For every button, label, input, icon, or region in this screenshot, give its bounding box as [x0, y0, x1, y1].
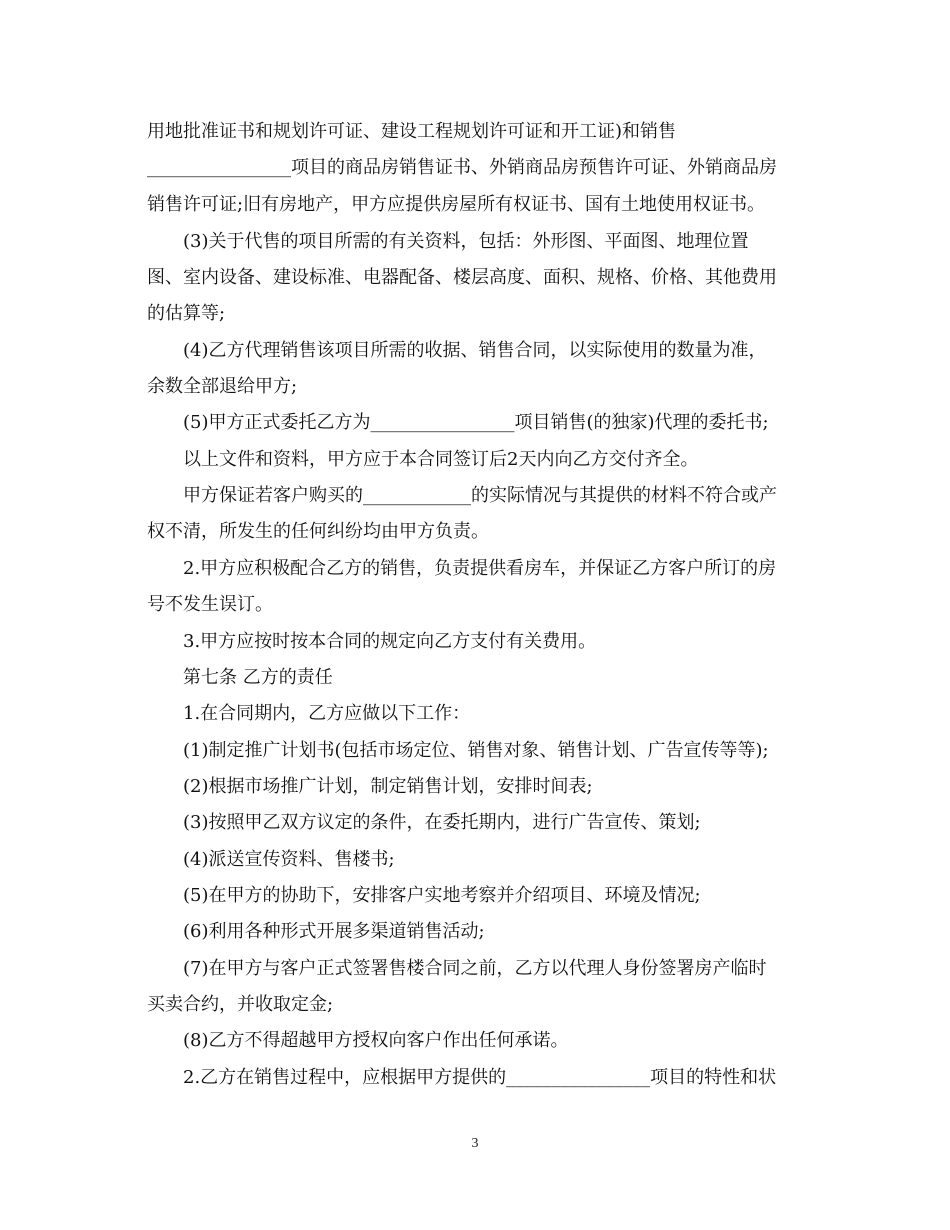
body-line: 2.乙方在销售过程中，应根据甲方提供的________________项目的特性和状	[183, 1067, 777, 1088]
body-line: 1.在合同期内，乙方应做以下工作：	[183, 703, 471, 724]
body-line: (6)利用各种形式开展多渠道销售活动;	[183, 921, 485, 942]
body-line: 号不发生误订。	[147, 594, 273, 615]
body-line: 买卖合约，并收取定金;	[147, 994, 334, 1015]
body-line: (3)按照甲乙双方议定的条件，在委托期内，进行广告宣传、策划;	[183, 812, 701, 833]
body-line: (2)根据市场推广计划，制定销售计划，安排时间表;	[183, 776, 593, 797]
body-line: 2.甲方应积极配合乙方的销售，负责提供看房车，并保证乙方客户所订的房	[183, 558, 777, 579]
body-line: (1)制定推广计划书(包括市场定位、销售对象、销售计划、广告宣传等等);	[183, 740, 769, 761]
body-line: 销售许可证;旧有房地产，甲方应提供房屋所有权证书、国有土地使用权证书。	[147, 194, 766, 215]
body-line: 用地批准证书和规划许可证、建设工程规划许可证和开工证)和销售	[147, 121, 677, 142]
body-line: (8)乙方不得超越甲方授权向客户作出任何承诺。	[183, 1030, 569, 1051]
body-line: (5)甲方正式委托乙方为________________项目销售(的独家)代理的委托书;	[183, 412, 769, 433]
body-line: (5)在甲方的协助下，安排客户实地考察并介绍项目、环境及情况;	[183, 885, 701, 906]
body-line: 甲方保证若客户购买的____________的实际情况与其提供的材料不符合或产	[183, 485, 777, 506]
body-line: 图、室内设备、建设标准、电器配备、楼层高度、面积、规格、价格、其他费用	[147, 267, 777, 288]
body-line: 以上文件和资料，甲方应于本合同签订后2天内向乙方交付齐全。	[183, 449, 699, 470]
body-line: 余数全部退给甲方;	[147, 376, 298, 397]
body-line: ________________项目的商品房销售证书、外销商品房预售许可证、外销商品房	[147, 157, 777, 178]
body-line: (4)派送宣传资料、售楼书;	[183, 849, 395, 870]
body-line: (3)关于代售的项目所需的有关资料，包括：外形图、平面图、地理位置	[183, 231, 749, 252]
section-heading: 第七条 乙方的责任	[183, 667, 333, 688]
body-line: (4)乙方代理销售该项目所需的收据、销售合同，以实际使用的数量为准，	[183, 340, 767, 361]
page-number: 3	[471, 1136, 479, 1151]
body-line: 权不清，所发生的任何纠纷均由甲方负责。	[147, 521, 489, 542]
body-line: 3.甲方应按时按本合同的规定向乙方支付有关费用。	[183, 631, 597, 652]
body-line: (7)在甲方与客户正式签署售楼合同之前，乙方以代理人身份签署房产临时	[183, 958, 767, 979]
body-line: 的估算等;	[147, 303, 226, 324]
